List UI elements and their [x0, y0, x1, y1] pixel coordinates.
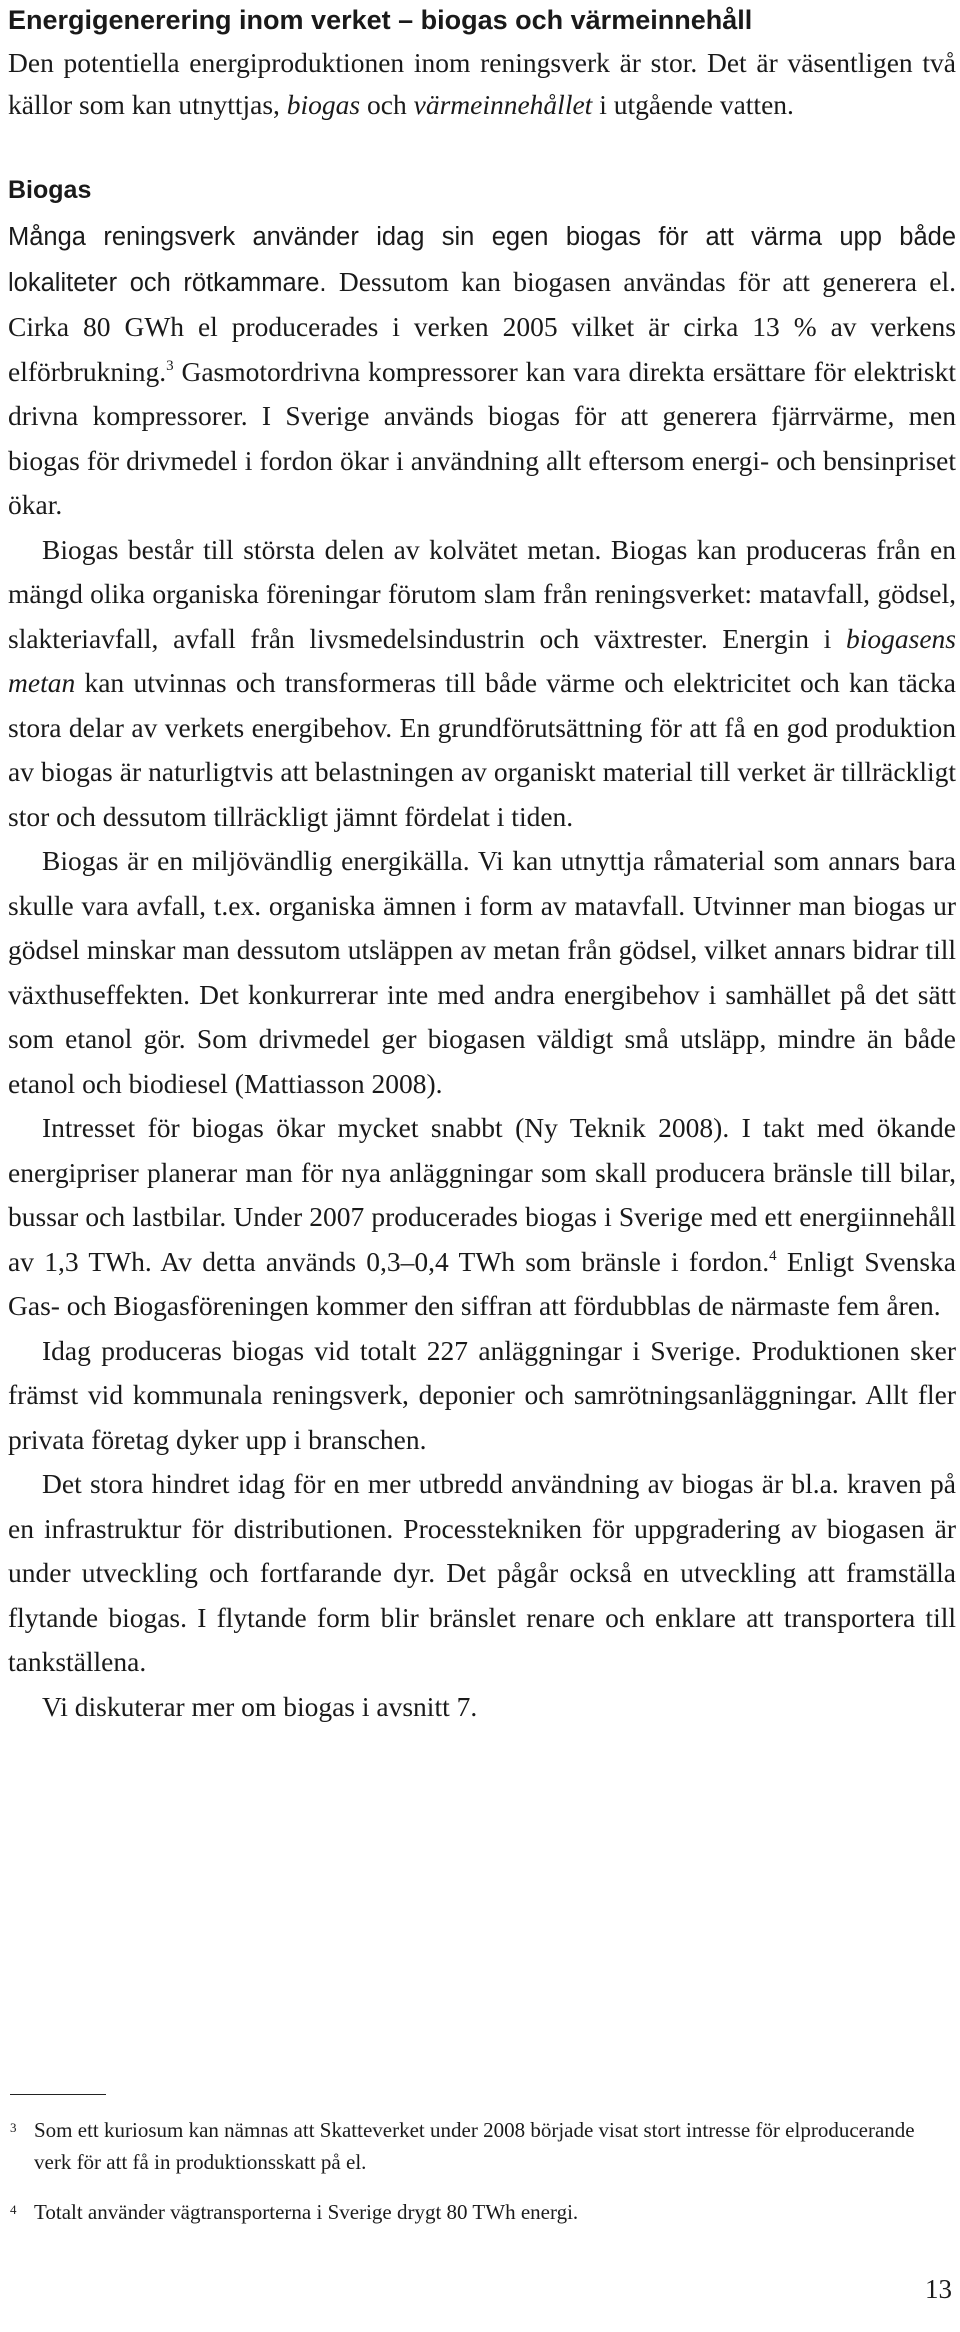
footnote-number: 4 [10, 2202, 17, 2217]
footnote-divider [10, 2094, 106, 2095]
footnote-3 [10, 2114, 930, 2178]
paragraph-3: Biogas är en miljövändlig energikälla. Vi kan utnyttja råmaterial som annars bara skulle vara avfall, t.ex. organiska ämnen i form av matavfall. Utvinner man biogas ur gödsel minskar man dessutom utsläppen av metan från gödsel, vilket annars bidrar till växthuseffekten. Det konkurrerar inte med andra energibehov i samhället på det sätt som etanol gör. Som drivmedel ger biogasen väldigt små utsläpp, mindre än både etanol och biodiesel (Mattiasson 2008). [8, 845, 956, 1099]
section-title: Energigenerering inom verket – biogas och värmeinnehåll [8, 5, 753, 35]
main-content [8, 2, 956, 1729]
intro-paragraph [8, 42, 956, 126]
footnote-ref-3: 3 [166, 357, 174, 374]
paragraph-7: Vi diskuterar mer om biogas i avsnitt 7. [42, 1690, 478, 1722]
intro-text-1: Den potentiella energiproduktionen inom reningsverk är stor. Det är väsentligen två källor som kan utnyttjas, [8, 47, 956, 120]
paragraph-1 [8, 214, 956, 528]
intro-emphasis-biogas: biogas [286, 89, 361, 120]
paragraph-4 [8, 1106, 956, 1329]
intro-text-3: i utgående vatten. [592, 89, 794, 120]
paragraph-2-emphasis: biogasens metan [8, 622, 956, 698]
footnote-4 [10, 2196, 930, 2228]
footnote-ref-4: 4 [769, 1247, 777, 1264]
paragraph-2 [8, 528, 956, 840]
page-number: 13 [925, 2274, 952, 2304]
intro-text-2: och [360, 89, 414, 120]
paragraph-1-text-1: Dessutom kan biogasen användas för att generera el. Cirka 80 GWh el producerades i verken 2005 vilket är cirka 13 % av verkens elförbrukning. [8, 265, 956, 387]
paragraph-4-text-2: Enligt Svenska Gas- och Biogasföreningen kommer den siffran att fördubblas de närmaste fem åren. [8, 1245, 956, 1321]
paragraph-1-text-2: Gasmotordrivna kompressorer kan vara direkta ersättare för elektriskt drivna kompressorer. I Sverige används biogas för att generera fjärrvärme, men biogas för drivmedel i fordon ökar i användning allt eftersom energi- och bensinpriset ökar. [8, 355, 956, 520]
footnote-text: Som ett kuriosum kan nämnas att Skatteverket under 2008 började visat stort intresse för elproducerande verk för att få in produktionsskatt på el. [34, 2118, 915, 2174]
intro-emphasis-varmeinnehall: värmeinnehållet [413, 89, 593, 120]
paragraph-1-sans-text: Många reningsverk använder idag sin egen biogas för att värma upp både lokaliteter och rötkammare. [8, 223, 956, 297]
footnote-text: Totalt använder vägtransporterna i Sverige drygt 80 TWh energi. [34, 2200, 579, 2224]
paragraph-4-text-1: Intresset för biogas ökar mycket snabbt (Ny Teknik 2008). I takt med ökande energipriser planerar man för nya anläggningar som skall producera bränsle till bilar, bussar och lastbilar. Under 2007 producerades biogas i Sverige med ett energiinnehåll av 1,3 TWh. Av detta används 0,3–0,4 TWh som bränsle i fordon. [8, 1112, 956, 1277]
paragraph-5: Idag produceras biogas vid totalt 227 anläggningar i Sverige. Produktionen sker främst vid kommunala reningsverk, deponier och samrötningsanläggningar. Allt fler privata företag dyker upp i branschen. [8, 1334, 956, 1455]
paragraph-2-text-1: Biogas består till största delen av kolvätet metan. Biogas kan produceras från en mängd olika organiska föreningar förutom slam från reningsverket: matavfall, gödsel, slakteriavfall, avfall från livsmedelsindustrin och växtrester. Energin i [8, 533, 956, 654]
paragraph-2-text-2: kan utvinnas och transformeras till både värme och elektricitet och kan täcka stora delar av verkets energibehov. En grundförutsättning för att få en god produktion av biogas är naturligtvis att belastningen av organiskt material till verket är tillräckligt stor och dessutom tillräckligt jämnt fördelat i tiden. [8, 667, 956, 832]
paragraph-6: Det stora hindret idag för en mer utbredd användning av biogas är bl.a. kraven på en infrastruktur för distributionen. Processtekniken för uppgradering av biogasen är under utveckling och fortfarande dyr. Det pågår också en utveckling att framställa flytande biogas. I flytande form blir bränslet renare och enklare att transportera till tankställena. [8, 1468, 956, 1677]
subsection-title-biogas: Biogas [8, 176, 92, 204]
footnote-number: 3 [10, 2120, 17, 2135]
